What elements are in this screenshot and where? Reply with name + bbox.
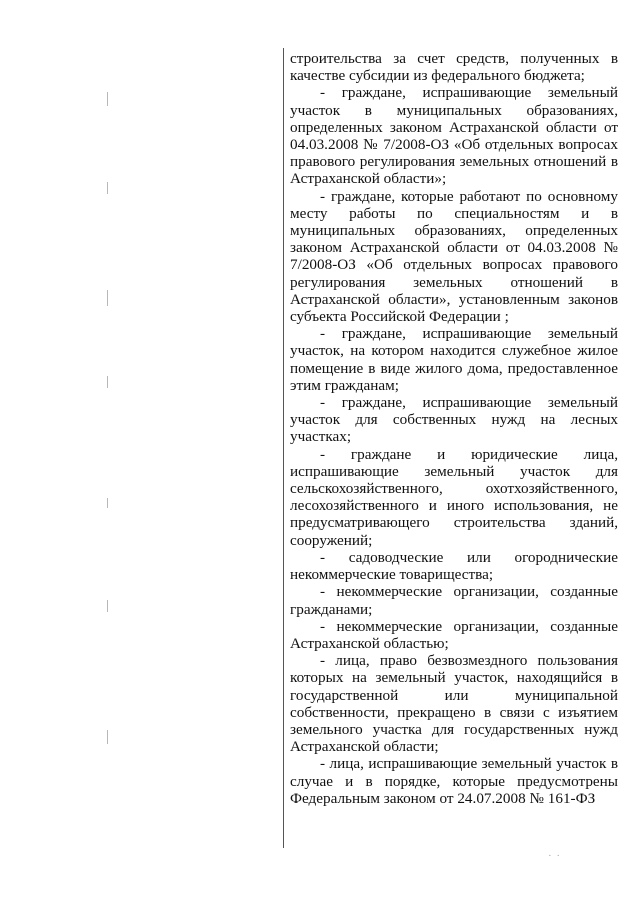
- scan-mark: [107, 600, 108, 612]
- scan-mark: [107, 182, 108, 194]
- scan-mark: [107, 92, 108, 106]
- paragraph: - граждане, испрашивающие земельный участок в муниципальных образованиях, определенных законом Астраханской области от 04.03.2008 № 7/2008-ОЗ «Об отдельных вопросах правового регулирования земельных отношений в Астраханской области»;: [290, 84, 618, 188]
- paragraph: - граждане и юридические лица, испрашивающие земельный участок для сельскохозяйственного, охотхозяйственного, лесохозяйственного и иного использования, не предусматривающего строительства зданий, сооружений;: [290, 445, 618, 549]
- scan-mark: [107, 730, 108, 744]
- paragraph: строительства за счет средств, полученных в качестве субсидии из федерального бюджета;: [290, 50, 618, 85]
- paragraph: - некоммерческие организации, созданные Астраханской областью;: [290, 617, 618, 652]
- scan-artifact-mark: · ·: [548, 850, 562, 862]
- scan-mark: [107, 498, 108, 508]
- paragraph: - граждане, которые работают по основному месту работы по специальностям и в муниципальных образованиях, определенных законом Астраханской области от 04.03.2008 № 7/2008-ОЗ «Об отдельных вопросах правового регулирования земельных отношений в Астраханской области», установленным законов субъекта Российской Федерации ;: [290, 187, 618, 326]
- paragraph: - лица, право безвозмездного пользования которых на земельный участок, находящийся в государственной или муниципальной собственности, прекращено в связи с изъятием земельного участка для государственных нужд Астраханской области;: [290, 652, 618, 756]
- paragraph: - граждане, испрашивающие земельный участок для собственных нужд на лесных участках;: [290, 394, 618, 446]
- scan-mark: [107, 290, 108, 306]
- document-text-column: [290, 50, 618, 807]
- column-rule: [283, 48, 284, 848]
- paragraph: - граждане, испрашивающие земельный участок, на котором находится служебное жилое помещение в виде жилого дома, предоставленное этим гражданам;: [290, 325, 618, 394]
- paragraph: - лица, испрашивающие земельный участок в случае и в порядке, которые предусмотрены Федеральным законом от 24.07.2008 № 161-ФЗ: [290, 755, 618, 807]
- paragraph: - садоводческие или огороднические некоммерческие товарищества;: [290, 548, 618, 584]
- scan-mark: [107, 376, 108, 388]
- paragraph: - некоммерческие организации, созданные гражданами;: [290, 583, 618, 618]
